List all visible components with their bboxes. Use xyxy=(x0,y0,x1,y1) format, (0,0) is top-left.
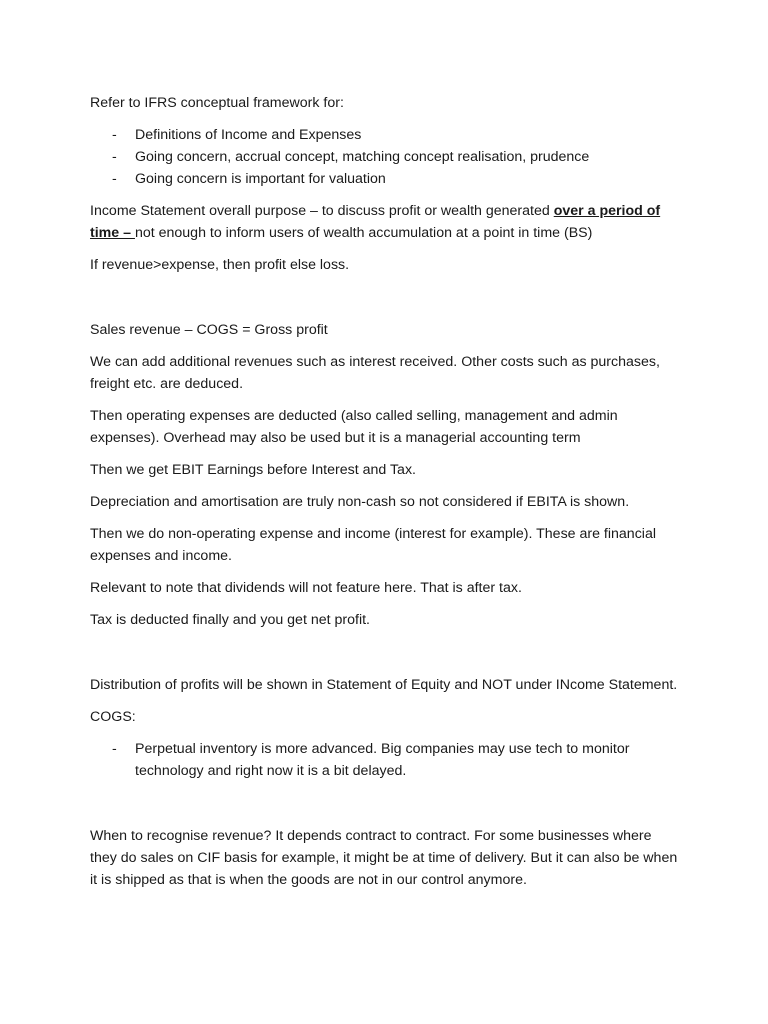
list-item xyxy=(90,146,682,168)
list-item-text: Going concern is important for valuation xyxy=(135,171,386,187)
additional-revenues-paragraph: We can add additional revenues such as interest received. Other costs such as purchases, freight etc. are deduced. xyxy=(90,354,660,392)
list-item xyxy=(90,124,682,146)
list-item-text: Definitions of Income and Expenses xyxy=(135,127,362,143)
bullet-dash: - xyxy=(112,127,117,143)
cogs-list xyxy=(90,738,682,782)
gross-profit-paragraph: Sales revenue – COGS = Gross profit xyxy=(90,322,328,338)
tax-paragraph: Tax is deducted finally and you get net profit. xyxy=(90,612,370,628)
list-item xyxy=(90,738,682,782)
purpose-emphasis: over a period of time – xyxy=(90,203,661,241)
profit-rule-paragraph: If revenue>expense, then profit else loss. xyxy=(90,257,350,273)
cogs-heading: COGS: xyxy=(90,709,136,725)
purpose-paragraph xyxy=(90,200,682,244)
purpose-text-end: not enough to inform users of wealth accumulation at a point in time (BS) xyxy=(134,225,593,241)
intro-list xyxy=(90,124,682,190)
list-item xyxy=(90,168,682,190)
revenue-recognition-paragraph: When to recognise revenue? It depends contract to contract. For some businesses where they do sales on CIF basis for example, it might be at time of delivery. But it can also be when it is shipped as that is when the goods are not in our control anymore. xyxy=(90,828,678,888)
bullet-dash: - xyxy=(112,171,117,187)
intro-paragraph: Refer to IFRS conceptual framework for: xyxy=(90,95,344,111)
depreciation-paragraph: Depreciation and amortisation are truly non-cash so not considered if EBITA is shown. xyxy=(90,494,630,510)
list-item-text: Going concern, accrual concept, matching concept realisation, prudence xyxy=(135,149,590,165)
dividends-paragraph: Relevant to note that dividends will not feature here. That is after tax. xyxy=(90,580,522,596)
bullet-dash: - xyxy=(112,741,117,757)
document-body xyxy=(90,92,682,891)
distribution-paragraph: Distribution of profits will be shown in Statement of Equity and NOT under INcome Statement. xyxy=(90,677,678,693)
ebit-paragraph: Then we get EBIT Earnings before Interest and Tax. xyxy=(90,462,416,478)
list-item-text: Perpetual inventory is more advanced. Big companies may use tech to monitor technology and right now it is a bit delayed. xyxy=(135,741,630,779)
purpose-text-start: Income Statement overall purpose – to discuss profit or wealth generated xyxy=(90,203,554,219)
operating-expenses-paragraph: Then operating expenses are deducted (also called selling, management and admin expenses). Overhead may also be used but it is a managerial accounting term xyxy=(90,408,618,446)
bullet-dash: - xyxy=(112,149,117,165)
non-operating-paragraph: Then we do non-operating expense and income (interest for example). These are financial expenses and income. xyxy=(90,526,656,564)
